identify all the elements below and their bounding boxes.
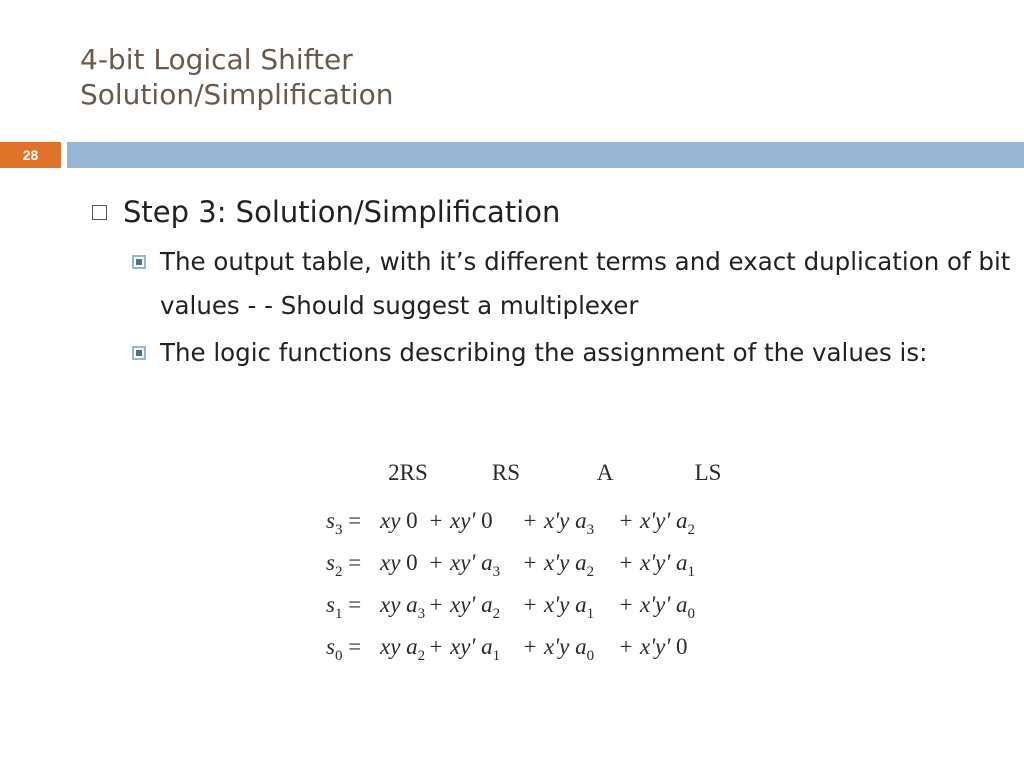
slide-title bbox=[80, 42, 393, 112]
equation-term: xy' $a_2$ bbox=[450, 592, 501, 622]
plus-sign: + bbox=[429, 550, 443, 575]
hollow-square-bullet-icon bbox=[92, 205, 107, 220]
column-header: A bbox=[596, 460, 614, 485]
plus-sign: + bbox=[619, 550, 633, 575]
column-header: 2RS bbox=[388, 460, 428, 485]
equation-term: xy' $a_1$ bbox=[450, 634, 501, 664]
bullet-item bbox=[92, 192, 1017, 232]
column-header: RS bbox=[491, 460, 521, 485]
equation-term: xy $a_2$ bbox=[380, 634, 426, 664]
logic-functions-equations bbox=[320, 450, 760, 670]
equation-term: x'y $a_0$ bbox=[544, 634, 595, 664]
plus-sign: + bbox=[429, 634, 443, 659]
equation-term: xy 0 bbox=[380, 550, 418, 575]
filled-square-bullet-icon bbox=[132, 346, 146, 360]
plus-sign: + bbox=[619, 634, 633, 659]
equation-row: $s_0$ = bbox=[326, 634, 362, 664]
plus-sign: + bbox=[429, 508, 443, 533]
equation-term: x'y' 0 bbox=[640, 634, 688, 659]
equation-term: x'y $a_3$ bbox=[544, 508, 595, 538]
plus-sign: + bbox=[523, 634, 537, 659]
column-header: LS bbox=[694, 460, 722, 485]
bullet-list bbox=[92, 192, 1017, 378]
plus-sign: + bbox=[523, 508, 537, 533]
bullet-text: Step 3: Solution/Simplification bbox=[123, 195, 561, 229]
equation-term: xy 0 bbox=[380, 508, 418, 533]
slide-title-line-2: Solution/Simplification bbox=[80, 78, 394, 111]
equation-term: x'y' $a_0$ bbox=[640, 592, 696, 622]
equation-term: x'y' $a_1$ bbox=[640, 550, 696, 580]
equation-term: x'y $a_1$ bbox=[544, 592, 595, 622]
equation-term: x'y $a_2$ bbox=[544, 550, 595, 580]
equation-row: $s_3$ = bbox=[326, 508, 362, 538]
plus-sign: + bbox=[523, 550, 537, 575]
sub-bullet-item bbox=[132, 331, 1017, 375]
equation-row: $s_1$ = bbox=[326, 592, 362, 622]
equation-term: xy $a_3$ bbox=[380, 592, 426, 622]
equation-term: xy' 0 bbox=[450, 508, 493, 533]
filled-square-bullet-icon bbox=[132, 255, 146, 269]
header-bar bbox=[67, 142, 1024, 168]
slide-title-line-1: 4-bit Logical Shifter bbox=[80, 43, 353, 76]
equation-term: x'y' $a_2$ bbox=[640, 508, 696, 538]
plus-sign: + bbox=[619, 508, 633, 533]
sub-bullet-item bbox=[132, 240, 1017, 328]
sub-bullet-text: The logic functions describing the assignment of the values is: bbox=[160, 338, 928, 367]
equation-term: xy' $a_3$ bbox=[450, 550, 501, 580]
logic-functions-figure bbox=[320, 450, 760, 670]
slide-number: 28 bbox=[0, 142, 61, 168]
plus-sign: + bbox=[619, 592, 633, 617]
sub-bullet-text: The output table, with it’s different terms and exact duplication of bit values - - Should suggest a multiplexer bbox=[160, 247, 1011, 320]
plus-sign: + bbox=[523, 592, 537, 617]
plus-sign: + bbox=[429, 592, 443, 617]
equation-row: $s_2$ = bbox=[326, 550, 362, 580]
